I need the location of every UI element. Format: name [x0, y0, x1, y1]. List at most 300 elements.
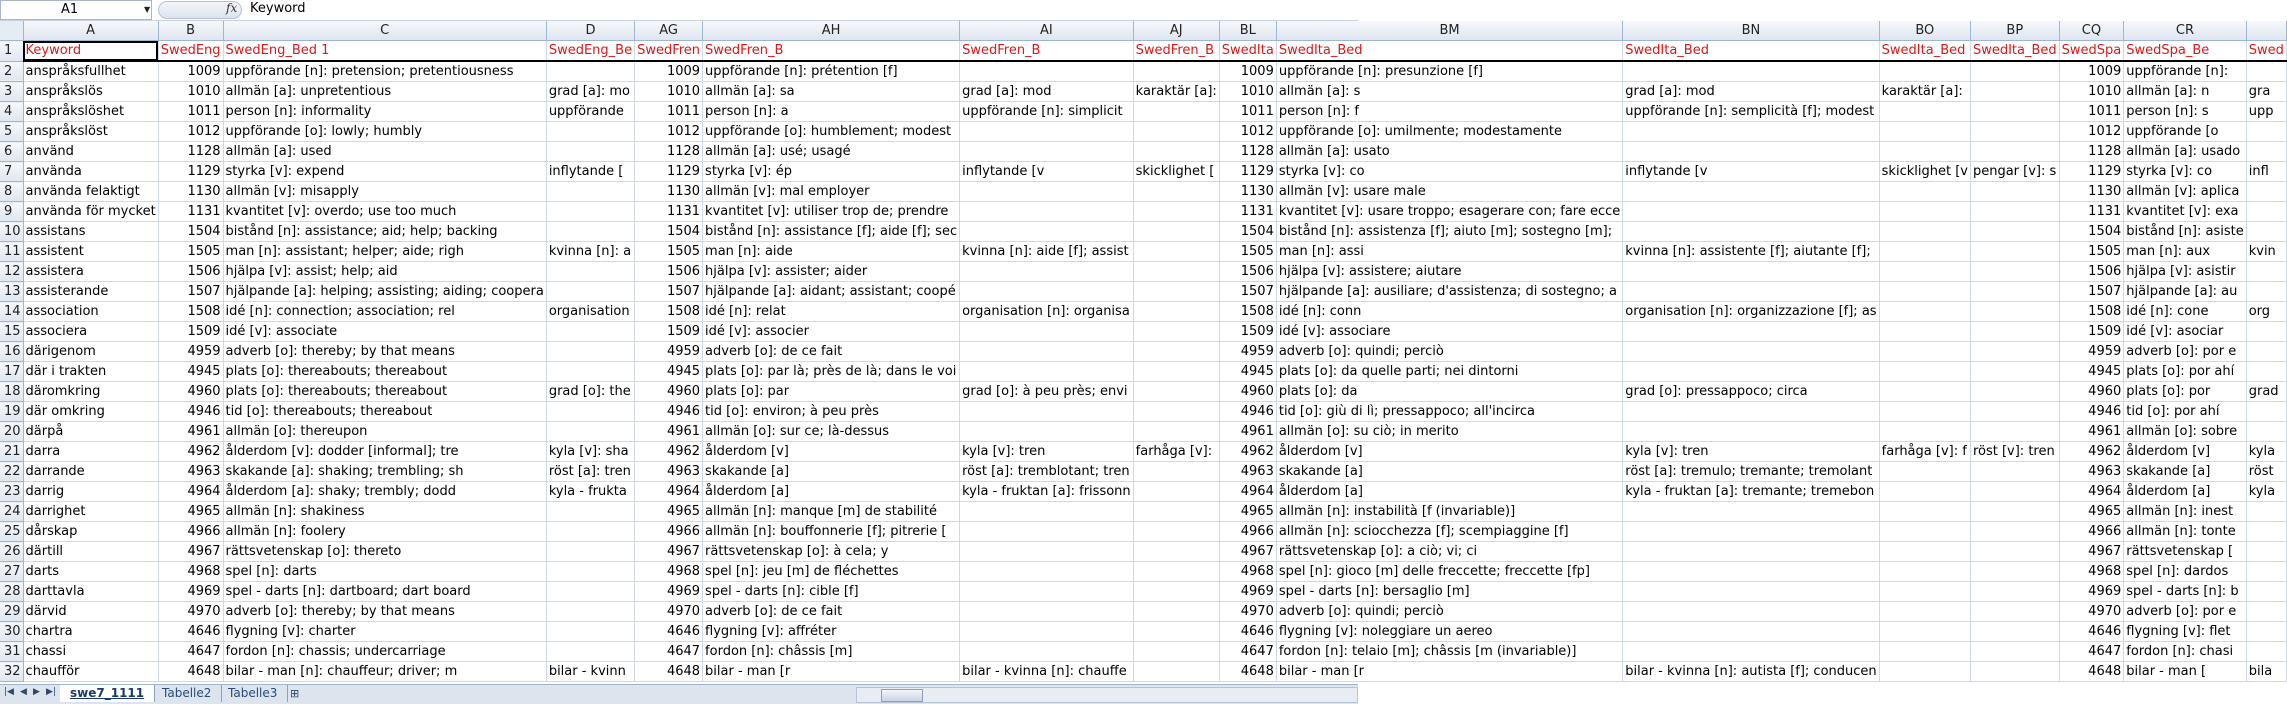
cell[interactable]: hjälpande [a]: helping; assisting; aiding; coopera — [223, 282, 546, 302]
cell[interactable]: anspråkslös — [23, 82, 158, 102]
cell[interactable]: 4946 — [2059, 402, 2124, 422]
cell[interactable]: rättsvetenskap [ — [2124, 542, 2246, 562]
cell[interactable]: ålderdom [a] — [703, 482, 960, 502]
cell[interactable]: 1012 — [1219, 122, 1276, 142]
cell[interactable]: uppförande [o]: lowly; humbly — [223, 122, 546, 142]
cell[interactable]: plats [o]: thereabouts; thereabout — [223, 362, 546, 382]
cell[interactable]: bilar - kvinna [n]: autista [f]; conducen — [1623, 662, 1879, 682]
cell[interactable]: bilar - man [r — [703, 662, 960, 682]
row-header[interactable]: 26 — [0, 542, 23, 562]
cell[interactable] — [960, 202, 1134, 222]
cell[interactable] — [2246, 342, 2286, 362]
cell[interactable]: 4648 — [635, 662, 703, 682]
cell[interactable]: flygning [v]: affréter — [703, 622, 960, 642]
cell[interactable]: 1131 — [1219, 202, 1276, 222]
cell[interactable]: farhåga [v]: — [1133, 442, 1219, 462]
cell[interactable]: 1504 — [635, 222, 703, 242]
cell[interactable]: 4970 — [2059, 602, 2124, 622]
cell[interactable]: 4963 — [635, 462, 703, 482]
cell[interactable]: allmän [n]: bouffonnerie [f]; pitrerie [ — [703, 522, 960, 542]
cell[interactable]: 4961 — [2059, 422, 2124, 442]
cell[interactable]: grad [o]: the — [546, 382, 634, 402]
cell[interactable]: 1131 — [635, 202, 703, 222]
cell[interactable]: skicklighet [v — [1879, 162, 1970, 182]
cell[interactable]: organisation — [546, 302, 634, 322]
cell[interactable]: adverb [o]: por e — [2124, 602, 2246, 622]
cell[interactable] — [960, 542, 1134, 562]
cell[interactable] — [1623, 502, 1879, 522]
cell[interactable]: darts — [23, 562, 158, 582]
cell[interactable] — [1623, 622, 1879, 642]
cell[interactable]: SwedSpa_Be — [2124, 41, 2246, 62]
cell[interactable]: kvinna [n]: assistente [f]; aiutante [f]; — [1623, 242, 1879, 262]
cell[interactable]: gra — [2246, 82, 2286, 102]
row-header[interactable]: 11 — [0, 242, 23, 262]
cell[interactable] — [1623, 522, 1879, 542]
row-header[interactable]: 24 — [0, 502, 23, 522]
cell[interactable] — [1133, 522, 1219, 542]
cell[interactable] — [960, 622, 1134, 642]
cell[interactable]: kyla [v]: sha — [546, 442, 634, 462]
cell[interactable]: 4945 — [1219, 362, 1276, 382]
cell[interactable] — [546, 642, 634, 662]
cell[interactable]: 4647 — [635, 642, 703, 662]
cell[interactable]: plats [o]: thereabouts; thereabout — [223, 382, 546, 402]
cell[interactable] — [1133, 562, 1219, 582]
cell[interactable] — [1133, 502, 1219, 522]
cell[interactable] — [1879, 542, 1970, 562]
row-header[interactable]: 29 — [0, 602, 23, 622]
cell[interactable]: allmän [v]: mal employer — [703, 182, 960, 202]
cell[interactable]: hjälpa [v]: assistere; aiutare — [1276, 262, 1622, 282]
cell[interactable]: adverb [o]: de ce fait — [703, 342, 960, 362]
cell[interactable]: man [n]: assistant; helper; aide; righ — [223, 242, 546, 262]
cell[interactable]: allmän [o]: su ciò; in merito — [1276, 422, 1622, 442]
cell[interactable]: 1504 — [1219, 222, 1276, 242]
cell[interactable]: karaktär [a]: — [1879, 82, 1970, 102]
cell[interactable]: 1504 — [2059, 222, 2124, 242]
cell[interactable]: röst [a]: tremulo; tremante; tremolant — [1623, 462, 1879, 482]
cell[interactable]: person [n]: f — [1276, 102, 1622, 122]
cell[interactable] — [1879, 502, 1970, 522]
cell[interactable]: därigenom — [23, 342, 158, 362]
cell[interactable]: Swed — [2246, 41, 2286, 62]
cell[interactable] — [1970, 142, 2059, 162]
cell[interactable] — [2246, 61, 2286, 82]
chevron-down-icon[interactable]: ▼ — [144, 5, 151, 14]
cell[interactable]: man [n]: aide — [703, 242, 960, 262]
cell[interactable]: 1009 — [2059, 61, 2124, 82]
cell[interactable]: SwedFren_B — [960, 41, 1134, 62]
cell[interactable] — [2246, 582, 2286, 602]
cell[interactable]: 1010 — [158, 82, 223, 102]
cell[interactable]: spel [n]: darts — [223, 562, 546, 582]
cell[interactable] — [1623, 362, 1879, 382]
cell[interactable]: bilar - kvinn — [546, 662, 634, 682]
cell[interactable]: använda felaktigt — [23, 182, 158, 202]
cell[interactable]: 4965 — [158, 502, 223, 522]
cell[interactable] — [2246, 502, 2286, 522]
cell[interactable]: 4961 — [1219, 422, 1276, 442]
cell[interactable] — [1879, 342, 1970, 362]
cell[interactable]: hjälpa [v]: assist; help; aid — [223, 262, 546, 282]
select-all-corner[interactable] — [0, 21, 23, 41]
cell[interactable] — [1879, 61, 1970, 82]
cell[interactable]: spel - darts [n]: dartboard; dart board — [223, 582, 546, 602]
cell[interactable] — [1133, 222, 1219, 242]
cell[interactable]: 1509 — [2059, 322, 2124, 342]
cell[interactable] — [546, 402, 634, 422]
cell[interactable]: uppförande [n]: presunzione [f] — [1276, 61, 1622, 82]
cell[interactable]: 4962 — [158, 442, 223, 462]
cell[interactable]: 4646 — [635, 622, 703, 642]
row-header[interactable]: 7 — [0, 162, 23, 182]
cell[interactable] — [1623, 262, 1879, 282]
cell[interactable] — [1879, 482, 1970, 502]
cell[interactable]: SwedIta_Bed — [1276, 41, 1622, 62]
cell[interactable] — [1970, 602, 2059, 622]
cell[interactable] — [1623, 122, 1879, 142]
cell[interactable] — [1970, 562, 2059, 582]
cell[interactable]: ålderdom [v] — [2124, 442, 2246, 462]
cell[interactable]: 1128 — [635, 142, 703, 162]
cell[interactable] — [1970, 82, 2059, 102]
cell[interactable]: 1011 — [158, 102, 223, 122]
cell[interactable]: skicklighet [ — [1133, 162, 1219, 182]
last-sheet-icon[interactable]: ▶| — [46, 687, 56, 697]
cell[interactable]: 1131 — [158, 202, 223, 222]
cell[interactable]: bilar - man [r — [1276, 662, 1622, 682]
cell[interactable]: grad [o]: à peu près; envi — [960, 382, 1134, 402]
cell[interactable]: 4967 — [1219, 542, 1276, 562]
cell[interactable] — [960, 262, 1134, 282]
cell[interactable]: SwedEng_Be — [546, 41, 634, 62]
cell[interactable] — [1623, 642, 1879, 662]
cell[interactable]: röst [a]: tren — [546, 462, 634, 482]
cell[interactable] — [1133, 402, 1219, 422]
cell[interactable] — [1970, 622, 2059, 642]
cell[interactable]: allmän [n]: tonte — [2124, 522, 2246, 542]
cell[interactable]: plats [o]: da quelle parti; nei dintorni — [1276, 362, 1622, 382]
cell[interactable]: skakande [a] — [1276, 462, 1622, 482]
cell[interactable] — [1133, 142, 1219, 162]
cell[interactable]: farhåga [v]: f — [1879, 442, 1970, 462]
cell[interactable] — [546, 282, 634, 302]
cell[interactable]: 4963 — [2059, 462, 2124, 482]
cell[interactable]: 1129 — [635, 162, 703, 182]
cell[interactable] — [960, 562, 1134, 582]
cell[interactable]: hjälpande [a]: ausiliare; d'assistenza; di sostegno; a — [1276, 282, 1622, 302]
cell[interactable]: chaufför — [23, 662, 158, 682]
cell[interactable]: tid [o]: thereabouts; thereabout — [223, 402, 546, 422]
cell[interactable]: hjälpa [v]: assister; aider — [703, 262, 960, 282]
cell[interactable] — [1970, 422, 2059, 442]
cell[interactable]: 1128 — [1219, 142, 1276, 162]
cell[interactable]: 1012 — [2059, 122, 2124, 142]
cell[interactable]: 4966 — [2059, 522, 2124, 542]
cell[interactable] — [1879, 122, 1970, 142]
cell[interactable]: spel [n]: gioco [m] delle freccette; freccette [fp] — [1276, 562, 1622, 582]
cell[interactable] — [1879, 562, 1970, 582]
cell[interactable] — [1879, 302, 1970, 322]
cell[interactable]: bistånd [n]: assistance; aid; help; backing — [223, 222, 546, 242]
cell[interactable]: anspråkslöst — [23, 122, 158, 142]
cell[interactable]: assistera — [23, 262, 158, 282]
cell[interactable]: bilar - kvinna [n]: chauffe — [960, 662, 1134, 682]
cell[interactable]: 4964 — [635, 482, 703, 502]
column-header[interactable]: BM — [1276, 21, 1622, 41]
cell[interactable]: rättsvetenskap [o]: a ciò; vi; ci — [1276, 542, 1622, 562]
cell[interactable]: tid [o]: environ; à peu près — [703, 402, 960, 422]
cell[interactable]: rättsvetenskap [o]: thereto — [223, 542, 546, 562]
cell[interactable]: uppförande [o]: humblement; modest — [703, 122, 960, 142]
cell[interactable] — [1970, 222, 2059, 242]
cell[interactable]: man [n]: assi — [1276, 242, 1622, 262]
row-header[interactable]: 13 — [0, 282, 23, 302]
cell[interactable] — [546, 602, 634, 622]
cell[interactable]: plats [o]: por ahí — [2124, 362, 2246, 382]
cell[interactable]: SwedIta — [1219, 41, 1276, 62]
cell[interactable]: ålderdom [a] — [1276, 482, 1622, 502]
cell[interactable]: allmän [a]: s — [1276, 82, 1622, 102]
cell[interactable] — [1879, 622, 1970, 642]
row-header[interactable]: 31 — [0, 642, 23, 662]
cell[interactable] — [1133, 422, 1219, 442]
cell[interactable] — [960, 322, 1134, 342]
cell[interactable]: karaktär [a]: — [1133, 82, 1219, 102]
cell[interactable] — [1970, 642, 2059, 662]
cell[interactable]: 4962 — [1219, 442, 1276, 462]
cell[interactable] — [2246, 422, 2286, 442]
cell[interactable]: ålderdom [v] — [1276, 442, 1622, 462]
cell[interactable]: bilar - man [n]: chauffeur; driver; m — [223, 662, 546, 682]
cell[interactable]: 1504 — [158, 222, 223, 242]
cell[interactable]: använda — [23, 162, 158, 182]
cell[interactable]: 1505 — [635, 242, 703, 262]
cell[interactable]: 4967 — [158, 542, 223, 562]
cell[interactable]: kyla - fruktan [a]: tremante; tremebon — [1623, 482, 1879, 502]
cell[interactable]: 4962 — [635, 442, 703, 462]
cell[interactable]: 4960 — [1219, 382, 1276, 402]
cell[interactable]: darrig — [23, 482, 158, 502]
cell[interactable] — [1623, 542, 1879, 562]
cell[interactable]: 4968 — [2059, 562, 2124, 582]
cell[interactable]: allmän [o]: sur ce; là-dessus — [703, 422, 960, 442]
cell[interactable]: bistånd [n]: asiste — [2124, 222, 2246, 242]
cell[interactable] — [1970, 582, 2059, 602]
cell[interactable]: 1011 — [2059, 102, 2124, 122]
cell[interactable] — [1879, 422, 1970, 442]
cell[interactable] — [2246, 622, 2286, 642]
column-header[interactable]: C — [223, 21, 546, 41]
cell[interactable] — [546, 142, 634, 162]
cell[interactable] — [1623, 182, 1879, 202]
row-header[interactable]: 18 — [0, 382, 23, 402]
cell[interactable] — [1623, 422, 1879, 442]
cell[interactable] — [960, 422, 1134, 442]
row-header[interactable]: 30 — [0, 622, 23, 642]
cell[interactable]: plats [o]: por — [2124, 382, 2246, 402]
sheet-tab-swe7-1111[interactable]: swe7_1111 — [60, 685, 155, 702]
cell[interactable]: 1130 — [2059, 182, 2124, 202]
cell[interactable]: styrka [v]: ép — [703, 162, 960, 182]
cell[interactable]: 1505 — [158, 242, 223, 262]
cell[interactable]: kyla — [2246, 482, 2286, 502]
cell[interactable]: 4946 — [1219, 402, 1276, 422]
cell[interactable]: 4646 — [2059, 622, 2124, 642]
cell[interactable] — [2246, 542, 2286, 562]
cell[interactable]: 4945 — [158, 362, 223, 382]
cell[interactable]: 4967 — [2059, 542, 2124, 562]
cell[interactable] — [1970, 322, 2059, 342]
cell[interactable] — [1879, 102, 1970, 122]
cell[interactable]: 4965 — [635, 502, 703, 522]
cell[interactable]: 4969 — [2059, 582, 2124, 602]
cell[interactable] — [2246, 282, 2286, 302]
scroll-thumb[interactable] — [881, 689, 923, 702]
cell[interactable]: Keyword — [23, 41, 158, 62]
column-header[interactable]: B — [158, 21, 223, 41]
cell[interactable]: allmän [n]: manque [m] de stabilité — [703, 502, 960, 522]
cell[interactable]: 4945 — [635, 362, 703, 382]
cell[interactable] — [546, 122, 634, 142]
row-header[interactable]: 22 — [0, 462, 23, 482]
cell[interactable] — [960, 402, 1134, 422]
row-header[interactable]: 4 — [0, 102, 23, 122]
cell[interactable] — [546, 222, 634, 242]
cell[interactable] — [1879, 582, 1970, 602]
cell[interactable]: 4964 — [1219, 482, 1276, 502]
cell[interactable] — [960, 222, 1134, 242]
cell[interactable]: 1507 — [158, 282, 223, 302]
cell[interactable] — [1879, 322, 1970, 342]
cell[interactable]: allmän [n]: foolery — [223, 522, 546, 542]
cell[interactable] — [960, 342, 1134, 362]
name-box[interactable] — [0, 0, 152, 20]
cell[interactable] — [1133, 322, 1219, 342]
cell[interactable]: 1509 — [635, 322, 703, 342]
cell[interactable] — [1879, 362, 1970, 382]
cell[interactable]: pengar [v]: s — [1970, 162, 2059, 182]
cell[interactable] — [1623, 562, 1879, 582]
cell[interactable] — [1879, 262, 1970, 282]
cell[interactable] — [1133, 61, 1219, 82]
cell[interactable]: 4969 — [158, 582, 223, 602]
cell[interactable]: 1010 — [2059, 82, 2124, 102]
cell[interactable]: 1509 — [158, 322, 223, 342]
cell[interactable]: 4959 — [1219, 342, 1276, 362]
cell[interactable] — [1133, 122, 1219, 142]
cell[interactable] — [1970, 462, 2059, 482]
cell[interactable]: anspråkslöshet — [23, 102, 158, 122]
cell[interactable] — [1970, 102, 2059, 122]
cell[interactable]: 4965 — [2059, 502, 2124, 522]
cell[interactable] — [1133, 362, 1219, 382]
cell[interactable]: 4946 — [635, 402, 703, 422]
cell[interactable]: allmän [n]: sciocchezza [f]; scempiaggine [f] — [1276, 522, 1622, 542]
cell[interactable] — [960, 602, 1134, 622]
cell[interactable]: 4945 — [2059, 362, 2124, 382]
cell[interactable]: 1010 — [1219, 82, 1276, 102]
cell[interactable] — [546, 202, 634, 222]
cell[interactable]: SwedSpa — [2059, 41, 2124, 62]
row-header[interactable]: 20 — [0, 422, 23, 442]
cell[interactable]: 4968 — [158, 562, 223, 582]
column-header[interactable]: AJ — [1133, 21, 1219, 41]
cell[interactable] — [1970, 402, 2059, 422]
cell[interactable]: 1009 — [158, 61, 223, 82]
cell[interactable]: kvantitet [v]: overdo; use too much — [223, 202, 546, 222]
cell[interactable] — [546, 322, 634, 342]
cell[interactable]: person [n]: a — [703, 102, 960, 122]
cell[interactable] — [1133, 262, 1219, 282]
cell[interactable]: adverb [o]: de ce fait — [703, 602, 960, 622]
cell[interactable] — [546, 562, 634, 582]
cell[interactable]: kyla [v]: tren — [960, 442, 1134, 462]
cell[interactable]: 4960 — [635, 382, 703, 402]
cell[interactable]: darrighet — [23, 502, 158, 522]
cell[interactable]: 1130 — [635, 182, 703, 202]
cell[interactable]: grad [a]: mod — [1623, 82, 1879, 102]
cell[interactable]: adverb [o]: quindi; perciò — [1276, 342, 1622, 362]
cell[interactable] — [1133, 342, 1219, 362]
row-header[interactable]: 5 — [0, 122, 23, 142]
cell[interactable] — [1970, 662, 2059, 682]
cell[interactable] — [2246, 122, 2286, 142]
cell[interactable]: inflytande [v — [1623, 162, 1879, 182]
cell[interactable]: bila — [2246, 662, 2286, 682]
cell[interactable]: SwedIta_Bed — [1623, 41, 1879, 62]
cell[interactable]: allmän [o]: sobre — [2124, 422, 2246, 442]
cell[interactable]: 4968 — [1219, 562, 1276, 582]
row-header[interactable]: 28 — [0, 582, 23, 602]
cell[interactable] — [1879, 222, 1970, 242]
cell[interactable]: chartra — [23, 622, 158, 642]
cell[interactable]: fordon [n]: chassis; undercarriage — [223, 642, 546, 662]
cell[interactable]: SwedEng — [158, 41, 223, 62]
cell[interactable]: uppförande [n]: simplicit — [960, 102, 1134, 122]
cell[interactable]: allmän [a]: sa — [703, 82, 960, 102]
cell[interactable]: där i trakten — [23, 362, 158, 382]
cell[interactable]: 1130 — [1219, 182, 1276, 202]
cell[interactable] — [1623, 61, 1879, 82]
cell[interactable]: bilar - man [ — [2124, 662, 2246, 682]
cell[interactable]: spel - darts [n]: cible [f] — [703, 582, 960, 602]
cell[interactable]: idé [v]: associer — [703, 322, 960, 342]
cell[interactable]: allmän [n]: inest — [2124, 502, 2246, 522]
cell[interactable] — [1623, 282, 1879, 302]
column-header[interactable]: CQ — [2059, 21, 2124, 41]
cell[interactable] — [2246, 222, 2286, 242]
cell[interactable]: 1506 — [2059, 262, 2124, 282]
cell[interactable]: dårskap — [23, 522, 158, 542]
cell[interactable] — [1133, 302, 1219, 322]
cell[interactable] — [1879, 382, 1970, 402]
cell[interactable]: kvin — [2246, 242, 2286, 262]
cell[interactable]: därpå — [23, 422, 158, 442]
cell[interactable]: allmän [n]: instabilità [f (invariable)] — [1276, 502, 1622, 522]
cell[interactable]: infl — [2246, 162, 2286, 182]
cell[interactable]: bistånd [n]: assistenza [f]; aiuto [m]; sostegno [m]; — [1276, 222, 1622, 242]
cell[interactable] — [546, 502, 634, 522]
cell[interactable] — [1970, 542, 2059, 562]
cell[interactable]: idé [v]: associare — [1276, 322, 1622, 342]
cell[interactable] — [2246, 322, 2286, 342]
cell[interactable] — [1970, 382, 2059, 402]
cell[interactable] — [1133, 202, 1219, 222]
cell[interactable]: skakande [a]: shaking; trembling; sh — [223, 462, 546, 482]
cell[interactable] — [546, 61, 634, 82]
